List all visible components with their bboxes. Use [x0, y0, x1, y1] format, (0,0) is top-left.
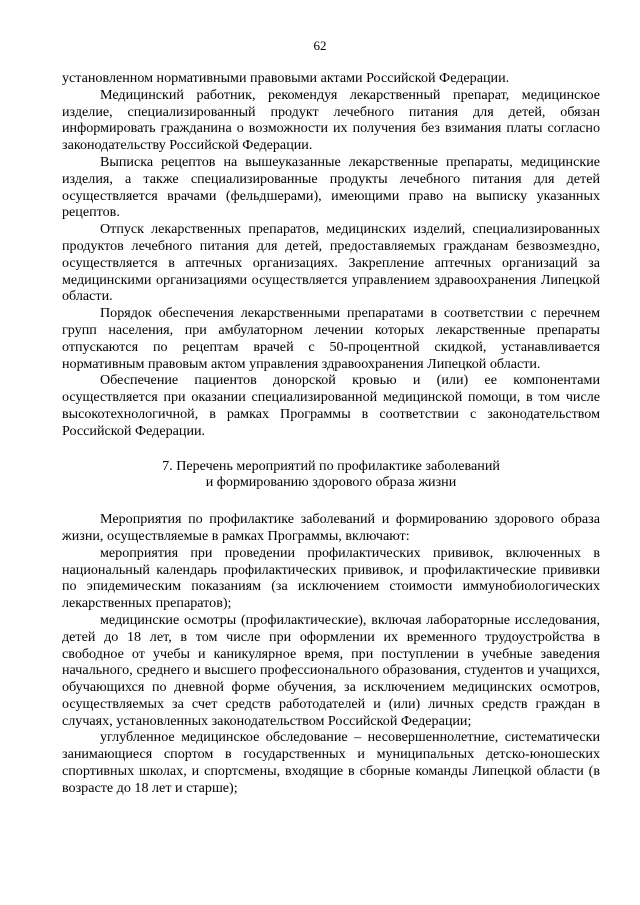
paragraph: углубленное медицинское обследование – несовершеннолетние, систематически занимающиеся спортом в государственных и муниципальных детско-юношеских спортивных школах, и спортсмены, входящие в сборные команды Липецкой области (в возрасте до 18 лет и старше); [62, 729, 600, 796]
paragraph: мероприятия при проведении профилактических прививок, включенных в национальный календарь профилактических прививок, и профилактические прививки по эпидемическим показаниям (за исключением стоимости иммунобиологических лекарственных препаратов); [62, 544, 600, 612]
paragraph: Отпуск лекарственных препаратов, медицинских изделий, специализированных продуктов лечебного питания для детей, предоставляемых гражданам безвозмездно, осуществляется в аптечных организациях. Закрепление аптечных организаций за медицинскими организациями осуществляется управлением здравоохранения Липецкой области. [62, 221, 600, 305]
paragraph: установленном нормативными правовыми актами Российской Федерации. [62, 70, 510, 86]
paragraph: медицинские осмотры (профилактические), включая лабораторные исследования, детей до 18 лет, в том числе при оформлении их временного трудоустройства в свободное от учебы и каникулярное время, при поступлении в учебные заведения начального, среднего и высшего профессионального образования, студентов и учащихся, обучающихся по дневной форме обучения, за исключением медицинских осмотров, осуществляемых за счет средств работодателей и (или) личных средств граждан в случаях, установленных законодательством Российской Федерации; [62, 611, 600, 729]
page-number: 62 [313, 38, 327, 53]
paragraph: Медицинский работник, рекомендуя лекарственный препарат, медицинское изделие, специализированный продукт лечебного питания для детей, обязан информировать гражданина о возможности их получения без взимания платы согласно законодательству Российской Федерации. [62, 86, 600, 154]
section-heading-line: и формированию здорового образа жизни [205, 474, 457, 491]
document-body [62, 70, 600, 797]
section-heading [62, 458, 600, 492]
section-heading-line: 7. Перечень мероприятий по профилактике заболеваний [162, 457, 500, 474]
paragraph: Выписка рецептов на вышеуказанные лекарственные препараты, медицинские изделия, а также специализированные продукты лечебного питания для детей осуществляется врачами (фельдшерами), имеющими право на выписку указанных рецептов. [62, 153, 600, 221]
paragraph: Порядок обеспечения лекарственными препаратами в соответствии с перечнем групп населения, при амбулаторном лечении которых лекарственные препараты отпускаются по рецептам врачей с 50-процентной скидкой, устанавливается нормативным правовым актом управления здравоохранения Липецкой области. [62, 305, 600, 372]
paragraph: Мероприятия по профилактике заболеваний и формированию здорового образа жизни, осуществляемые в рамках Программы, включают: [62, 511, 600, 544]
paragraph: Обеспечение пациентов донорской кровью и (или) ее компонентами осуществляется при оказании специализированной медицинской помощи, в том числе высокотехнологичной, в рамках Программы в соответствии с законодательством Российской Федерации. [62, 372, 600, 439]
